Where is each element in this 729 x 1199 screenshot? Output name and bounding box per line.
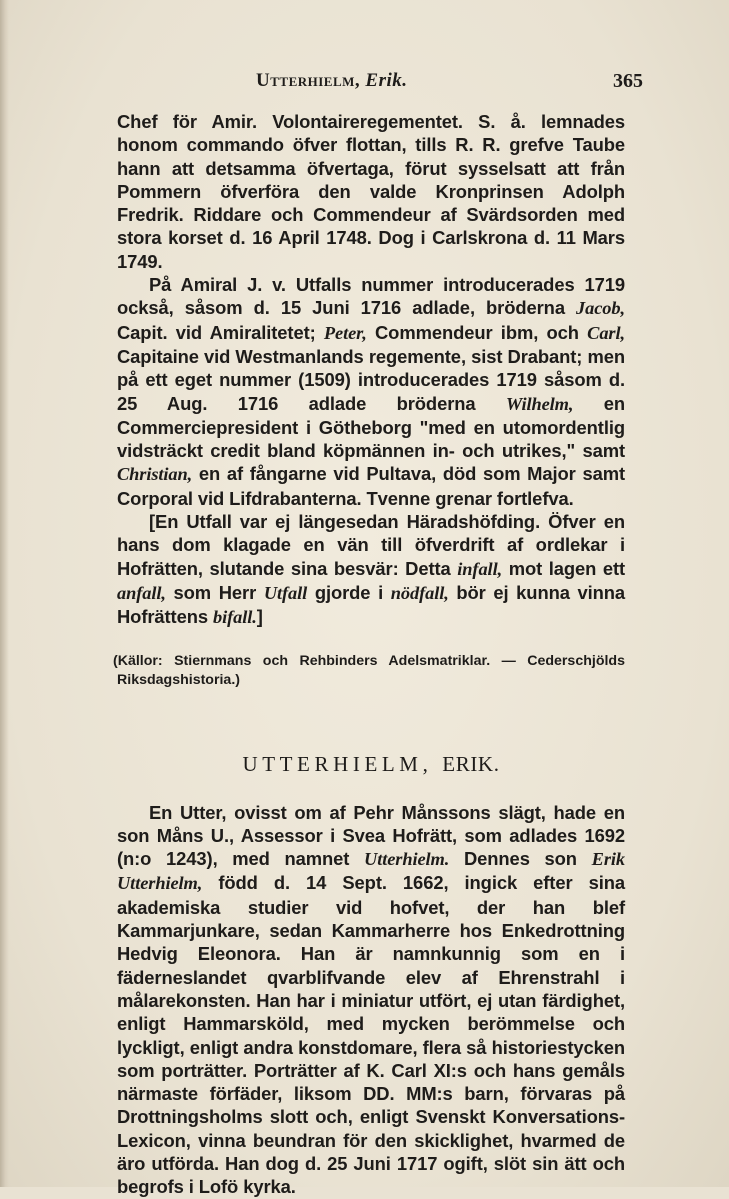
section-title-given: ERIK. — [442, 751, 500, 776]
sources-note — [113, 652, 625, 690]
name-jacob: Jacob, — [576, 298, 625, 319]
running-title-name: Utterhielm, — [256, 70, 361, 91]
word-anfall: anfall, — [117, 582, 166, 603]
paragraph-text: Commendeur ibm, och — [375, 321, 579, 343]
name-erik-utterhielm: Erik Utterhielm, — [117, 849, 625, 894]
anecdote-paragraph — [117, 510, 625, 629]
paragraph-text: en Commerciepresident i Götheborg "med en utomordentlig vidsträckt credit bland köpmännen in- och utrikes," samt — [117, 392, 625, 462]
sources-text: (Källor: Stiernmans och Rehbinders Adelsmatriklar. — Cederschjölds Riksdagshistoria.) — [113, 652, 625, 688]
word-utfall: Utfall — [263, 582, 308, 603]
closing-bracket: ] — [256, 606, 263, 628]
name-carl: Carl, — [587, 322, 625, 343]
section-title — [117, 752, 625, 777]
name-christian: Christian, — [117, 464, 193, 485]
name-utterhielm: Utterhielm. — [364, 849, 450, 870]
paragraph-text: född d. 14 Sept. 1662, ingick efter sina akademiska studier vid hofvet, der han blef Kammarjunkare, sedan Kammarherre hos Enkedrottning Hedvig Eleonora. Han är namnkunnig som en i fäderneslandet qvarblifvande elev af Ehrenstrahl i målarekonsten. Han har i miniatur utfört, ej utan färdighet, enligt Hammarsköld, med mycken berömmelse och lyckligt, enligt andra konstdomare, flera så historiestycken som porträtter. Porträtter af K. Carl XI:s och hans gemåls närmaste förfäder, liksom DD. MM:s barn, förvaras på Drottningsholms slott och, enligt Svenskt Konversations-Lexicon, vinna beundran för den skicklighet, hvarmed de äro utförda. Han dog d. 25 Juni 1717 ogift, slöt sin ätt och begrofs i Lofö kyrka. — [117, 872, 625, 1198]
paragraph-text: en af fångarne vid Pultava, död som Major samt Corporal vid Lifdrabanterna. Tvenne grenar fortlefva. — [117, 463, 625, 509]
body-text — [113, 110, 626, 1199]
word-nodfall: nödfall, — [390, 582, 449, 603]
word-infall: infall, — [457, 558, 503, 579]
adlade-paragraph — [117, 273, 625, 510]
paragraph-text: Capit. vid Amiralitetet; — [117, 321, 316, 343]
page-header — [0, 70, 729, 100]
continued-paragraph — [117, 110, 625, 273]
paragraph-text: bör ej kunna vinna Hofrättens — [117, 581, 626, 628]
page-number: 365 — [613, 70, 643, 92]
paragraph-text: som Herr — [173, 581, 257, 603]
paragraph-text: mot lagen ett — [508, 557, 626, 579]
name-peter: Peter, — [323, 322, 367, 343]
paragraph-text: Dennes son — [463, 848, 577, 870]
page-binding-shadow — [0, 0, 9, 1187]
paragraph-text: [En Utfall var ej längesedan Häradshöfding. Öfver en hans dom klagade en vän till öfverdrift af ordlekar i Hofrätten, slutande sina besvär: Detta — [117, 511, 625, 579]
paragraph-text: En Utter, ovisst om af Pehr Månssons slägt, hade en son Måns U., Assessor i Svea Hofrätt, som adlades 1692 (n:o 1243), med namnet — [117, 801, 625, 870]
running-title-given: Erik. — [365, 70, 408, 91]
paragraph-text: Chef för Amir. Volontaireregementet. S. å. lemnades honom commando öfver flottan, tills R. R. grefve Taube hann att detsamma öfvertaga, förut sysselsatt att från Pommern öfverföra den valde Kronprinsen Adolph Fredrik. Riddare och Commendeur af Svärdsorden med stora korset d. 16 April 1748. Dog i Carlskrona d. 11 Mars 1749. — [117, 111, 625, 272]
paragraph-text: gjorde i — [314, 581, 384, 603]
paragraph-text: På Amiral J. v. Utfalls nummer introducerades 1719 också, såsom d. 15 Juni 1716 adlade, bröderna — [117, 274, 625, 319]
section-title-name: UTTERHIELM, — [242, 751, 433, 776]
running-title — [256, 70, 408, 92]
name-wilhelm: Wilhelm, — [505, 393, 574, 414]
paragraph-text: Capitaine vid Westmanlands regemente, sist Drabant; men på ett eget nummer (1509) introducerades 1719 såsom d. 25 Aug. 1716 adlade bröderna — [117, 345, 625, 414]
entry-paragraph — [117, 801, 625, 1199]
word-bifall: bifall. — [212, 607, 257, 628]
